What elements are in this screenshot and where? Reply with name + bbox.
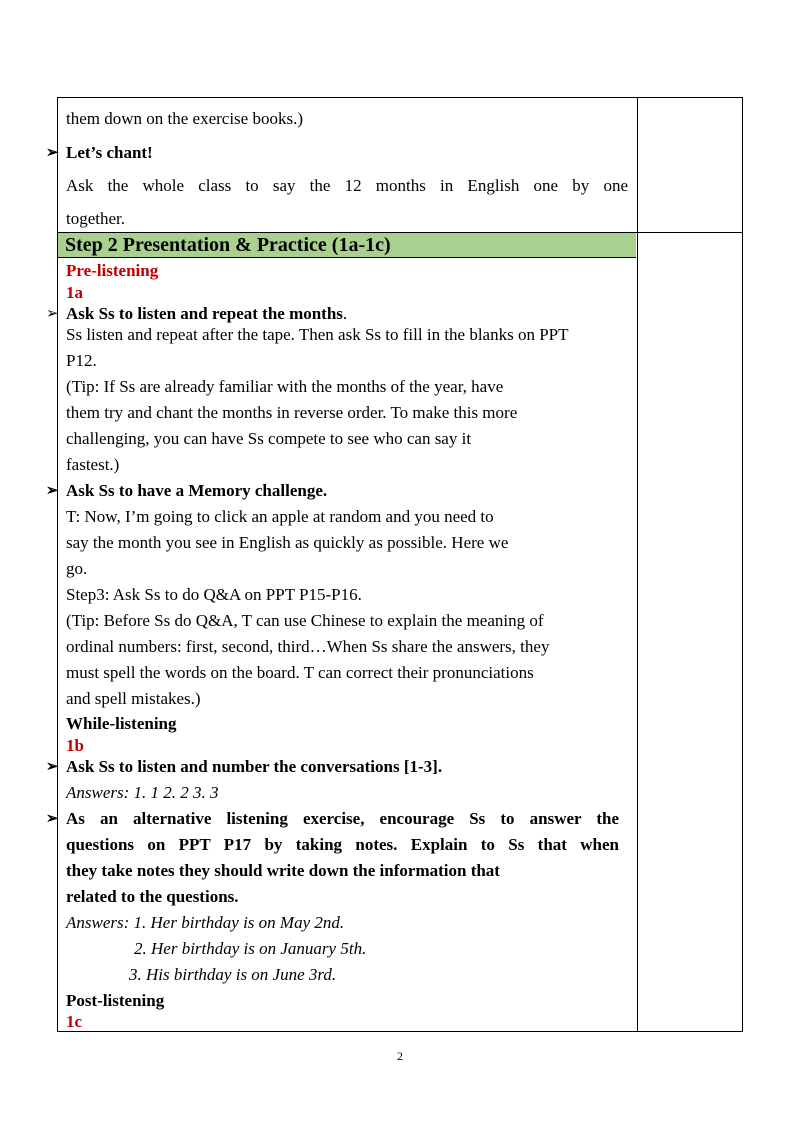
column-divider: [637, 98, 638, 1031]
answers-text: Answers: 1. Her birthday is on May 2nd.: [66, 913, 345, 932]
item4-text: ➢ As an alternative listening exercise, encourage Ss to answer the: [46, 809, 619, 828]
item4-text: they take notes they should write down the information that: [66, 861, 500, 880]
tip-text: must spell the words on the board. T can correct their pronunciations: [66, 663, 534, 682]
step-header: Step 2 Presentation & Practice (1a-1c): [58, 233, 636, 258]
tip-text: fastest.): [66, 455, 120, 474]
label-1b: 1b: [66, 736, 84, 755]
item2-heading: ➢ Ask Ss to have a Memory challenge.: [46, 481, 328, 500]
item1-text: P12.: [66, 351, 97, 370]
answers-text: Answers: 1. 1 2. 2 3. 3: [66, 783, 219, 802]
answers-text: 3. His birthday is on June 3rd.: [129, 965, 337, 984]
page-number: 2: [397, 1049, 403, 1063]
tip-text: and spell mistakes.): [66, 689, 201, 708]
chant-heading: ➢ Let’s chant!: [46, 143, 153, 162]
section-label-while-listening: While-listening: [66, 714, 177, 733]
item2-text: go.: [66, 559, 88, 578]
item1-text: Ss listen and repeat after the tape. Then ask Ss to fill in the blanks on PPT: [66, 325, 569, 344]
continued-text: them down on the exercise books.): [66, 109, 303, 128]
item1-heading: ➢ Ask Ss to listen and repeat the months.: [46, 304, 348, 323]
lesson-plan-table: [46, 97, 743, 1032]
item3-heading: ➢ Ask Ss to listen and number the conversations [1-3].: [46, 757, 443, 776]
label-1c: 1c: [66, 1012, 83, 1031]
bullet-arrow-icon: ➢: [46, 306, 59, 322]
tip-text: ordinal numbers: first, second, third…When Ss share the answers, they: [66, 637, 550, 656]
bullet-arrow-icon: ➢: [46, 145, 59, 161]
tip-text: challenging, you can have Ss compete to see who can say it: [66, 429, 472, 448]
tip-text: them try and chant the months in reverse order. To make this more: [66, 403, 518, 422]
bullet-arrow-icon: ➢: [46, 483, 59, 499]
item2-text: say the month you see in English as quickly as possible. Here we: [66, 533, 509, 552]
item2-text: T: Now, I’m going to click an apple at random and you need to: [66, 507, 494, 526]
step3-text: Step3: Ask Ss to do Q&A on PPT P15-P16.: [66, 585, 362, 604]
item4-text: related to the questions.: [66, 887, 239, 906]
answers-text: 2. Her birthday is on January 5th.: [134, 939, 367, 958]
bullet-arrow-icon: ➢: [46, 811, 59, 827]
section-label-pre-listening: Pre-listening: [66, 261, 159, 280]
chant-text-line: Ask the whole class to say the 12 months in English one by one: [66, 176, 628, 195]
section-label-post-listening: Post-listening: [66, 991, 165, 1010]
label-1a: 1a: [66, 283, 83, 302]
bullet-arrow-icon: ➢: [46, 759, 59, 775]
tip-text: (Tip: Before Ss do Q&A, T can use Chinese to explain the meaning of: [66, 611, 544, 630]
item4-text: questions on PPT P17 by taking notes. Explain to Ss that when: [66, 835, 619, 854]
tip-text: (Tip: If Ss are already familiar with the months of the year, have: [66, 377, 504, 396]
chant-text-line: together.: [66, 209, 126, 228]
